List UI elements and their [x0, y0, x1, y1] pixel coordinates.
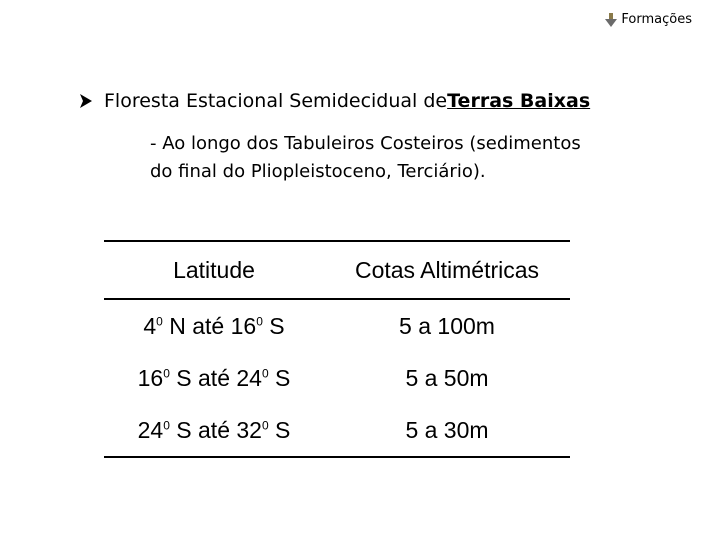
bullet-text: Floresta Estacional Semidecidual de — [104, 90, 448, 112]
description-line-1: - Ao longo dos Tabuleiros Costeiros (sedimentos — [150, 133, 581, 154]
table-row — [104, 300, 570, 352]
section-header — [605, 12, 692, 27]
arrow-bullet-icon — [78, 93, 94, 109]
table-header-row — [104, 242, 570, 298]
latitude-cell: $16^0$ S até $24^0$ S — [137, 364, 291, 391]
description — [150, 130, 660, 186]
cota-cell: 5 a 50m — [405, 364, 489, 391]
table-row — [104, 404, 570, 456]
table-row — [104, 352, 570, 404]
latitude-cell: $24^0$ S até $32^0$ S — [137, 416, 291, 443]
cota-cell: 5 a 30m — [405, 416, 489, 443]
down-arrow-icon — [605, 13, 617, 27]
section-header-label: Formações — [621, 12, 692, 27]
cota-cell: 5 a 100m — [399, 312, 495, 339]
latitude-cell: $4^0$ N até $16^0$ S — [143, 312, 285, 339]
table-bottom-rule — [104, 456, 570, 458]
bullet-item — [78, 90, 590, 112]
bullet-text-emphasis: Terras Baixas — [447, 90, 591, 112]
altitude-table — [104, 240, 570, 458]
header-cotas: Cotas Altimétricas — [354, 256, 540, 283]
description-line-2: do final do Pliopleistoceno, Terciário). — [150, 161, 486, 182]
header-latitude: Latitude — [173, 256, 255, 283]
